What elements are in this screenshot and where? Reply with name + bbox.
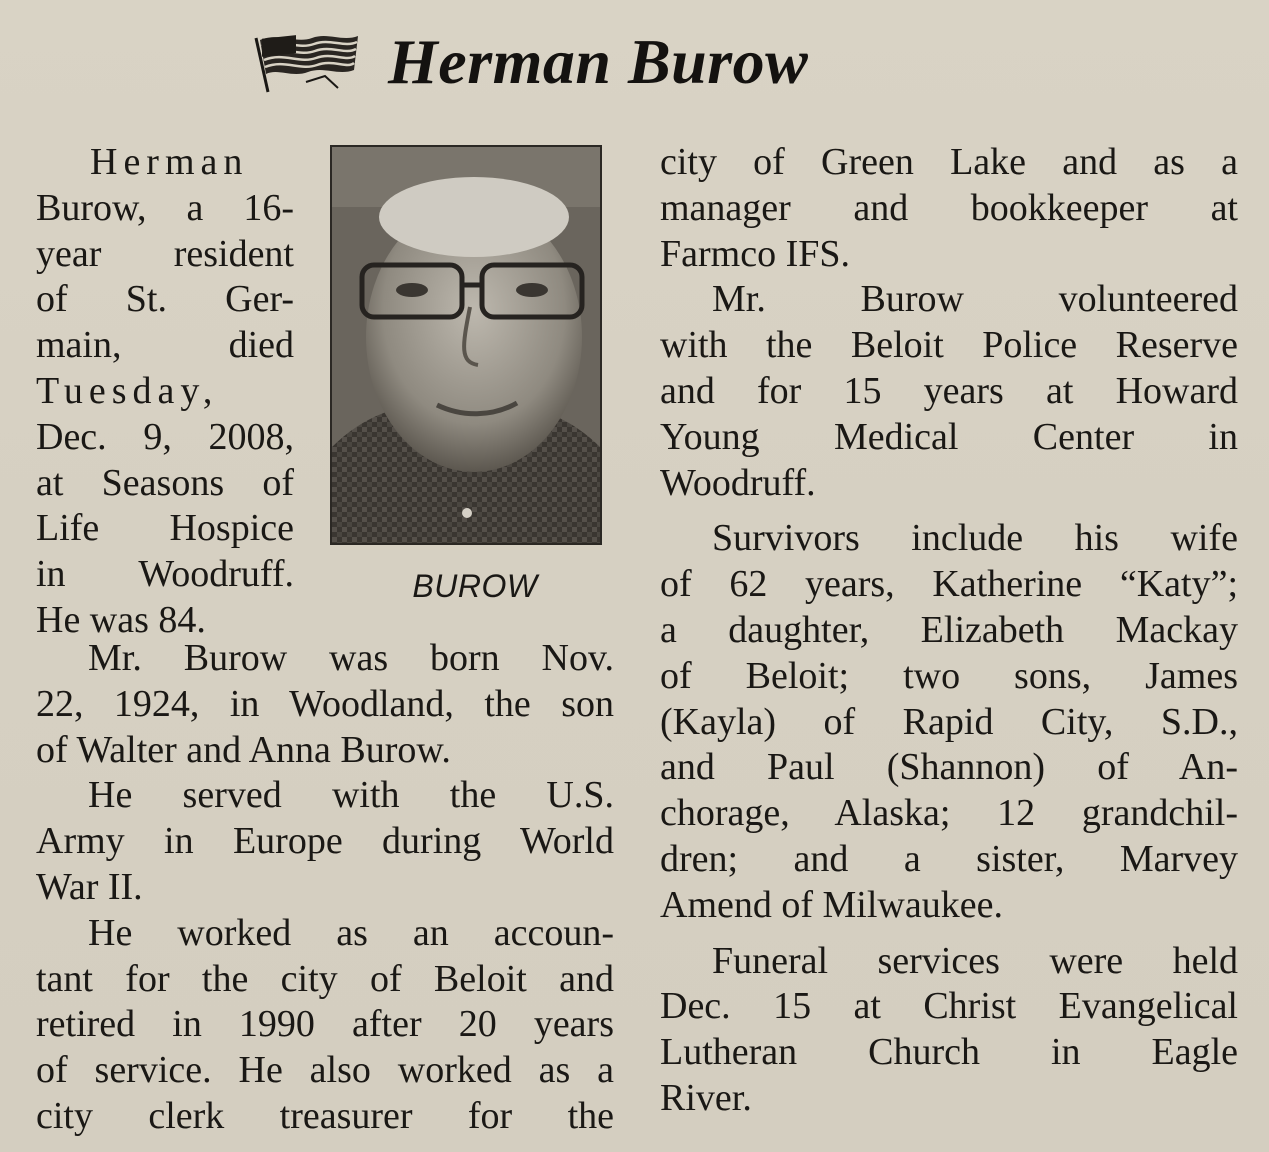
right-column xyxy=(660,140,1238,1122)
text-line: city of Green Lake and as a xyxy=(660,141,1238,183)
text-line: War II. xyxy=(36,865,143,908)
portrait-photo xyxy=(330,145,602,545)
text-line: chorage, Alaska; 12 grandchil- xyxy=(660,792,1238,835)
text-line: He was 84. xyxy=(36,598,206,641)
text-line: 22, 1924, in Woodland, the son xyxy=(36,682,614,725)
headline-title: Herman Burow xyxy=(388,26,809,97)
text-line: Amend of Milwaukee. xyxy=(660,883,1003,926)
text-line: of service. He also worked as a xyxy=(36,1049,614,1092)
text-line: year resident xyxy=(36,232,294,275)
text-line: of St. Ger- xyxy=(36,278,294,321)
text-line: dren; and a sister, Marvey xyxy=(660,837,1238,880)
text-line: Funeral services were held xyxy=(712,939,1238,982)
paragraph-gap xyxy=(660,929,1238,939)
text-line: at Seasons of xyxy=(36,461,294,504)
text-line: manager and bookkeeper at xyxy=(660,186,1238,229)
text-line: main, died xyxy=(36,324,294,367)
text-line: Farmco IFS. xyxy=(660,232,850,275)
text-line: Mr. Burow volunteered xyxy=(712,278,1238,321)
text-line: Woodruff. xyxy=(660,461,816,504)
text-line: He worked as an accoun- xyxy=(88,911,614,954)
text-line: and Paul (Shannon) of An- xyxy=(660,746,1238,789)
headline xyxy=(250,18,990,108)
american-flag-icon xyxy=(250,30,365,100)
text-line: of Walter and Anna Burow. xyxy=(36,728,451,771)
text-line: retired in 1990 after 20 years xyxy=(36,1003,614,1046)
text-line: Burow, a 16- xyxy=(36,186,294,229)
text-line: (Kayla) of Rapid City, S.D., xyxy=(660,700,1238,743)
text-line: and for 15 years at Howard xyxy=(660,369,1238,412)
text-line: Young Medical Center in xyxy=(660,415,1238,458)
text-line: Survivors include his wife xyxy=(712,517,1238,560)
text-line: with the Beloit Police Reserve xyxy=(660,324,1238,367)
text-line: Life Hospice xyxy=(36,507,294,550)
text-line: of Beloit; two sons, James xyxy=(660,654,1238,697)
left-column-bottom xyxy=(36,636,614,1140)
text-line: Lutheran Church in Eagle xyxy=(660,1031,1238,1074)
text-line: a daughter, Elizabeth Mackay xyxy=(660,608,1238,651)
photo-caption: BUROW xyxy=(412,568,538,604)
text-line: city clerk treasurer for the xyxy=(36,1094,614,1137)
text-line: Dec. 15 at Christ Evangelical xyxy=(660,985,1238,1028)
text-line: Dec. 9, 2008, xyxy=(36,415,294,458)
text-line: of 62 years, Katherine “Katy”; xyxy=(660,563,1238,606)
text-line: in Woodruff. xyxy=(36,553,294,596)
left-column-top xyxy=(36,140,294,644)
portrait-image xyxy=(332,147,600,543)
paragraph-gap xyxy=(660,506,1238,516)
text-line: River. xyxy=(660,1076,752,1119)
text-line: tant for the city of Beloit and xyxy=(36,957,614,1000)
text-line: Herman xyxy=(90,141,249,183)
text-line: He served with the U.S. xyxy=(88,774,614,817)
text-line: Tuesday, xyxy=(36,369,219,412)
text-line: Army in Europe during World xyxy=(36,820,614,863)
text-line: Mr. Burow was born Nov. xyxy=(88,637,614,679)
